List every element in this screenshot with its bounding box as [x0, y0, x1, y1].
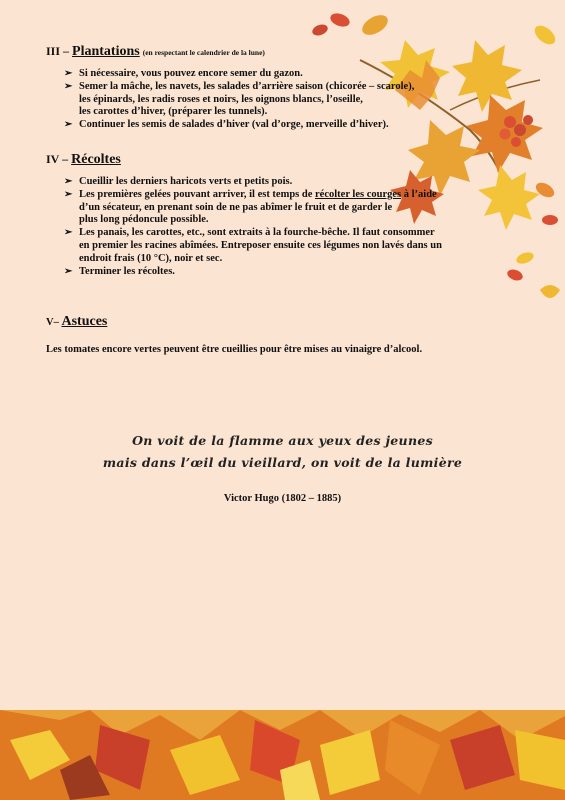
arrow-bullet-icon: ➢: [64, 176, 73, 187]
arrow-bullet-icon: ➢: [64, 188, 73, 200]
section-title: Astuces: [61, 314, 108, 329]
item-line: Continuer les semis de salades d’hiver (val d’orge, merveille d’hiver).: [79, 119, 389, 131]
list-item: [64, 68, 414, 81]
arrow-bullet-icon: ➢: [64, 227, 73, 239]
arrow-bullet-icon: ➢: [64, 119, 73, 131]
underlined-text: récolter les courges: [315, 188, 402, 200]
section-numeral: III –: [46, 44, 70, 58]
list-item: [64, 119, 414, 132]
section-astuces: [46, 300, 422, 355]
item-text: à l’aide: [401, 188, 437, 200]
list-item: [64, 266, 442, 279]
list-item: [64, 227, 442, 265]
autumn-leaves-border-icon: [0, 710, 565, 800]
quote: [0, 430, 565, 474]
tip-paragraph: Les tomates encore vertes peuvent être cueillies pour être mises au vinaigre d’alcool.: [46, 344, 423, 355]
section-heading: [46, 44, 414, 60]
section-heading: [46, 314, 422, 330]
arrow-bullet-icon: ➢: [64, 68, 73, 79]
quote-author: Victor Hugo (1802 – 1885): [223, 493, 342, 504]
item-line: endroit frais (10 °C), noir et sec.: [79, 252, 223, 264]
list-item: [64, 189, 442, 227]
list-item: [64, 176, 442, 189]
section-note: (en respectant le calendrier de la lune): [142, 48, 265, 57]
list-item: [64, 81, 414, 119]
item-line: Les panais, les carottes, etc., sont extraits à la fourche-bêche. Il faut consommer: [79, 227, 435, 239]
arrow-bullet-icon: ➢: [64, 80, 73, 92]
section-title: Plantations: [72, 44, 140, 59]
bullet-list: [46, 68, 414, 132]
item-line: Si nécessaire, vous pouvez encore semer du gazon.: [79, 68, 303, 79]
item-line: Terminer les récoltes.: [79, 265, 175, 277]
item-text: Les premières gelées pouvant arriver, il est temps de: [79, 188, 316, 200]
quote-line: On voit de la flamme aux yeux des jeunes: [132, 433, 433, 448]
section-heading: [46, 152, 442, 168]
item-line: les carottes d’hiver, (préparer les tunnels).: [79, 106, 268, 118]
bullet-list: [46, 176, 442, 278]
section-numeral: IV –: [46, 152, 69, 166]
section-plantations: [46, 44, 414, 132]
item-line: d’un sécateur, en prenant soin de ne pas abîmer le fruit et de garder le: [79, 201, 393, 213]
item-line: [79, 189, 442, 202]
section-recoltes: [46, 152, 442, 278]
item-line: plus long pédoncule possible.: [79, 214, 209, 226]
item-line: Semer la mâche, les navets, les salades d’arrière saison (chicorée – scarole),: [79, 80, 415, 92]
item-line: les épinards, les radis roses et noirs, les oignons blancs, l’oseille,: [79, 93, 363, 105]
item-line: en premier les racines abîmées. Entreposer ensuite ces légumes non lavés dans un: [79, 239, 442, 251]
arrow-bullet-icon: ➢: [64, 265, 73, 277]
item-line: Cueillir les derniers haricots verts et petits pois.: [79, 176, 293, 187]
section-numeral: V–: [46, 317, 59, 328]
section-title: Récoltes: [71, 152, 121, 167]
quote-line: mais dans l’œil du vieillard, on voit de la lumière: [102, 455, 463, 470]
